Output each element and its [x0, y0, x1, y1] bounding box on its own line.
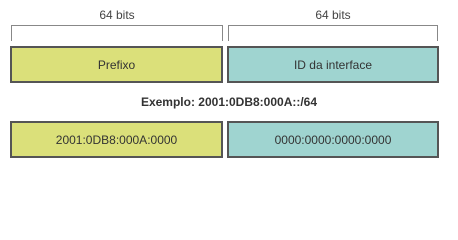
- interface-id-field: [227, 46, 439, 83]
- prefix-bracket: [11, 25, 223, 41]
- example-interface-text: 0000:0000:0000:0000: [274, 132, 392, 147]
- example-prefix-value: [10, 121, 223, 158]
- interface-bits-label: 64 bits: [315, 8, 351, 22]
- prefix-field-label: Prefixo: [97, 57, 136, 72]
- interface-bracket: [228, 25, 438, 41]
- example-title: Exemplo: 2001:0DB8:000A::/64: [140, 95, 318, 109]
- example-interface-value: [227, 121, 439, 158]
- prefix-bits-label: 64 bits: [99, 8, 135, 22]
- interface-id-field-label: ID da interface: [293, 57, 373, 72]
- prefix-field: [10, 46, 223, 83]
- example-prefix-text: 2001:0DB8:000A:0000: [55, 132, 178, 147]
